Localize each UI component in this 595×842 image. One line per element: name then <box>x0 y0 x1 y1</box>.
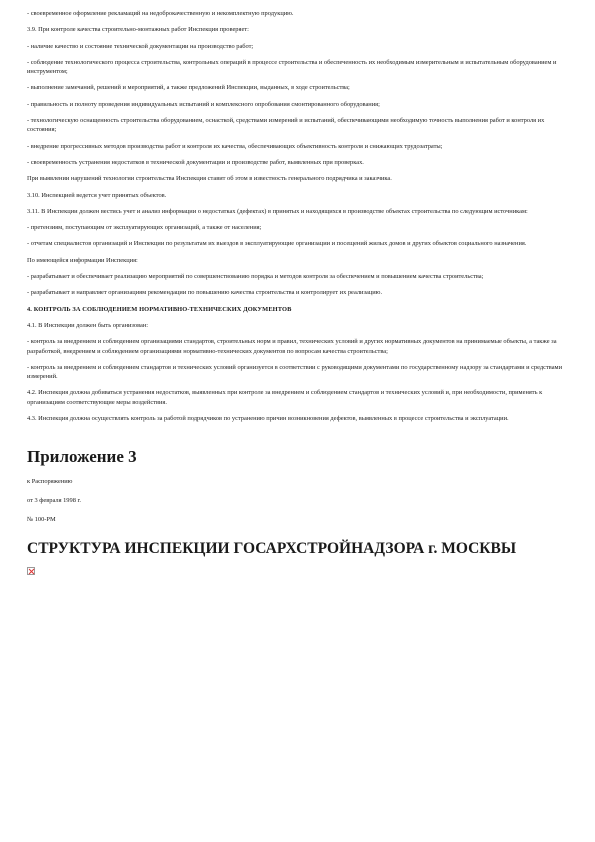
paragraph: - технологическую оснащенность строительства оборудованием, оснасткой, средствами измерений и испытаний, обеспечивающими необходимую точность выполнения работ и контроля их состояния; <box>27 117 545 134</box>
paragraph: - внедрение прогрессивных методов производства работ и контроля их качества, обеспечивающих объективность контроля и снижающих трудозатраты; <box>27 142 443 150</box>
paragraph: - контроль за внедрением и соблюдением стандартов и технических условий организуется в соответствии с руководящими документами по государственному надзору за стандартами и средствами измерений. <box>27 363 563 381</box>
appendix-line: к Распоряжению <box>27 478 73 486</box>
paragraph: 3.11. В Инспекции должен вестись учет и анализ информации о недостатках (дефектах) в принятых и находящихся в производстве объектах строительства по следующим источникам: <box>27 207 528 215</box>
paragraph: - своевременное оформление рекламаций на недоброкачественную и некомплектную продукцию. <box>27 10 294 17</box>
paragraph: 4.1. В Инспекции должен быть организован: <box>27 321 149 329</box>
paragraph: По имеющейся информации Инспекция: <box>27 256 138 264</box>
paragraph: - претензиям, поступающим от эксплуатирующих организаций, а также от населения; <box>27 224 262 232</box>
paragraph: При выявлении нарушений технологии строительства Инспекция ставит об этом в известность генерального подрядчика и заказчика. <box>27 175 392 183</box>
appendix-title: Приложение 3 <box>27 447 137 467</box>
paragraph: - наличие качество и состояние технической документации на производство работ; <box>27 42 254 50</box>
paragraph: - соблюдение технологического процесса строительства, контрольных операций в процессе строительства и обеспеченность их необходимым измерительным и испытательным оборудованием и инструментом; <box>27 58 557 76</box>
paragraph: - разрабатывает и направляет организациям рекомендации по повышению качества строительства и контролирует их реализацию. <box>27 289 383 297</box>
section-heading: 4. КОНТРОЛЬ ЗА СОБЛЮДЕНИЕМ НОРМАТИВНО-ТЕХНИЧЕСКИХ ДОКУМЕНТОВ <box>27 305 292 313</box>
document-body <box>27 9 567 575</box>
paragraph: 3.9. При контроле качества строительно-монтажных работ Инспекция проверяет: <box>27 26 249 34</box>
appendix-line: от 3 февраля 1998 г. <box>27 497 81 505</box>
paragraph: 4.2. Инспекция должна добиваться устранения недостатков, выявленных при контроле за внедрением и соблюдением стандартов и технических условий и, при необходимости, применять к организациям соответствующие меры воздействия. <box>27 389 543 406</box>
paragraph: - своевременность устранения недостатков в технической документации и производстве работ, выявленных при проверках. <box>27 158 364 166</box>
paragraph: - правильность и полноту проведения индивидуальных испытаний и комплексного опробования смонтированного оборудования; <box>27 100 380 108</box>
broken-image-icon[interactable] <box>27 567 35 575</box>
paragraph: 4.3. Инспекция должна осуществлять контроль за работой подрядчиков по устранению причин возникновения дефектов, выявленных в процессе строительства и эксплуатации. <box>27 415 509 423</box>
paragraph: - разрабатывает и обеспечивает реализацию мероприятий по совершенствованию порядка и методов контроля за обеспечением и повышением качества строительства; <box>27 273 484 281</box>
paragraph: 3.10. Инспекцией ведется учет принятых объектов. <box>27 191 167 199</box>
paragraph: - выполнение замечаний, решений и мероприятий, а также предложений Инспекции, выданных, в ходе строительства; <box>27 84 350 92</box>
appendix-line: № 100-РМ <box>27 516 56 524</box>
paragraph: - контроль за внедрением и соблюдением организациями стандартов, строительных норм и правил, технических условий и других нормативных документов на принимаемые объекты, а также за разработкой, внедрением и соблюдением организациями нормативно-технических документов по вопросам качества строительства; <box>27 338 557 355</box>
paragraph: - отчетам специалистов организаций и Инспекции по результатам их выездов в эксплуатирующие организации и посещений жилых домов и других объектов социального назначения. <box>27 240 527 248</box>
structure-title: СТРУКТУРА ИНСПЕКЦИИ ГОСАРХСТРОЙНАДЗОРА г. МОСКВЫ <box>27 540 517 558</box>
